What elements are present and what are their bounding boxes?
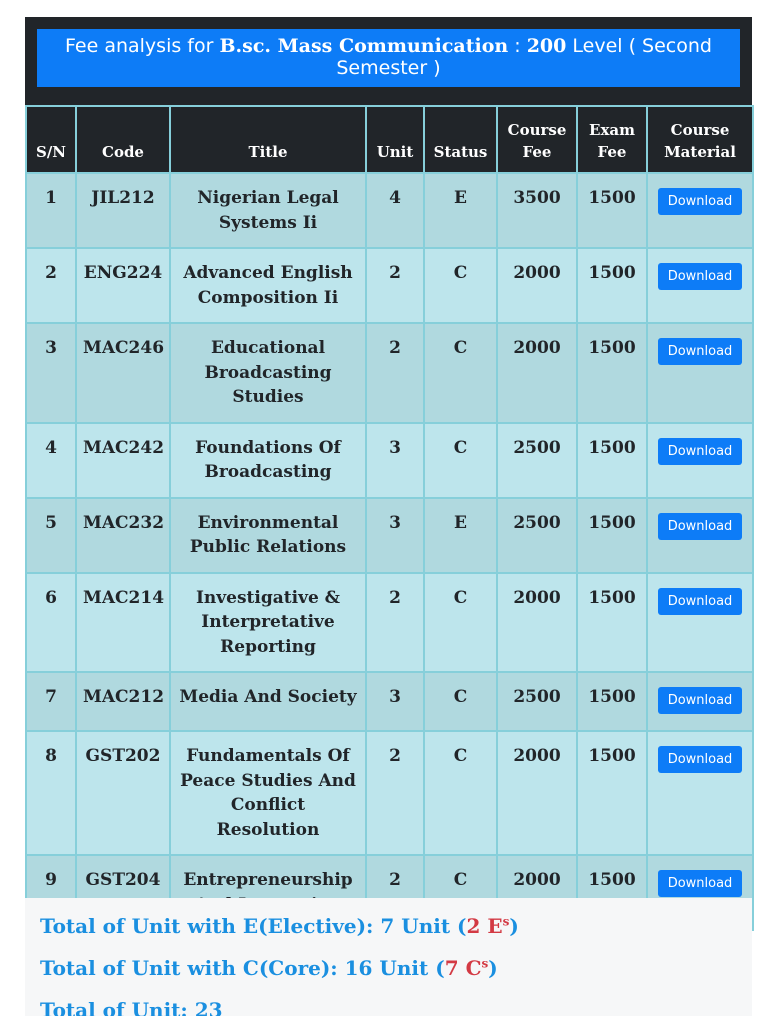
download-button[interactable]: Download: [658, 687, 743, 714]
table-row: [26, 672, 753, 731]
elective-count: [467, 914, 510, 938]
download-button[interactable]: Download: [658, 746, 743, 773]
cell-course-fee: 2000: [497, 855, 577, 930]
cell-code: MAC242: [76, 423, 170, 498]
core-total-text: Total of Unit with C(Core): 16 Unit (: [40, 956, 445, 980]
download-button[interactable]: Download: [658, 870, 743, 897]
cell-code: GST204: [76, 855, 170, 930]
col-header-course-material: Course Material: [647, 106, 753, 173]
elective-count-value: 2 E: [466, 914, 503, 938]
cell-unit: 3: [366, 498, 424, 573]
col-header-status: Status: [424, 106, 497, 173]
elective-close: ): [509, 914, 519, 938]
cell-course-fee: 2000: [497, 573, 577, 673]
download-button[interactable]: Download: [658, 188, 743, 215]
cell-unit: 2: [366, 323, 424, 423]
core-count-sup: s: [481, 956, 489, 971]
cell-material: [647, 173, 753, 248]
cell-unit: 2: [366, 573, 424, 673]
cell-sn: 6: [26, 573, 76, 673]
cell-course-fee: 3500: [497, 173, 577, 248]
cell-sn: 7: [26, 672, 76, 731]
level-number: 200: [526, 35, 567, 57]
cell-code: JIL212: [76, 173, 170, 248]
cell-course-fee: 2500: [497, 423, 577, 498]
cell-status: C: [424, 573, 497, 673]
cell-title: Environmental Public Relations: [170, 498, 366, 573]
cell-exam-fee: 1500: [577, 323, 647, 423]
col-header-exam-fee: Exam Fee: [577, 106, 647, 173]
header-gap: [25, 87, 752, 105]
cell-sn: 5: [26, 498, 76, 573]
table-row: [26, 498, 753, 573]
cell-exam-fee: 1500: [577, 672, 647, 731]
unit-summary: [25, 898, 752, 1016]
cell-code: ENG224: [76, 248, 170, 323]
table-header-row: [26, 106, 753, 173]
table-row: [26, 423, 753, 498]
cell-course-fee: 2000: [497, 731, 577, 855]
elective-count-sup: s: [502, 914, 510, 929]
cell-course-fee: 2500: [497, 672, 577, 731]
course-rows: [26, 173, 753, 930]
elective-total-text: Total of Unit with E(Elective): 7 Unit (: [40, 914, 467, 938]
page-title: [37, 29, 740, 87]
cell-sn: 9: [26, 855, 76, 930]
cell-unit: 2: [366, 731, 424, 855]
download-button[interactable]: Download: [658, 513, 743, 540]
col-header-unit: Unit: [366, 106, 424, 173]
table-row: [26, 173, 753, 248]
cell-status: E: [424, 498, 497, 573]
cell-sn: 8: [26, 731, 76, 855]
program-name: B.sc. Mass Communication: [219, 35, 509, 57]
cell-exam-fee: 1500: [577, 423, 647, 498]
elective-total: [40, 914, 519, 938]
cell-title: Educational Broadcasting Studies: [170, 323, 366, 423]
cell-material: [647, 672, 753, 731]
cell-material: [647, 323, 753, 423]
cell-course-fee: 2000: [497, 323, 577, 423]
cell-sn: 1: [26, 173, 76, 248]
col-header-code: Code: [76, 106, 170, 173]
cell-unit: 2: [366, 248, 424, 323]
cell-sn: 2: [26, 248, 76, 323]
core-count-value: 7 C: [444, 956, 482, 980]
cell-title: Entrepreneurship: [170, 855, 366, 930]
download-button[interactable]: Download: [658, 438, 743, 465]
cell-material: [647, 573, 753, 673]
cell-exam-fee: 1500: [577, 731, 647, 855]
fee-analysis-panel: [25, 17, 752, 931]
cell-material: [647, 498, 753, 573]
cell-title: Media And Society: [170, 672, 366, 731]
cell-material: [647, 248, 753, 323]
cell-sn: 3: [26, 323, 76, 423]
table-row: [26, 248, 753, 323]
cell-title: Fundamentals Of Peace Studies And Conflict Resolution: [170, 731, 366, 855]
cell-exam-fee: 1500: [577, 855, 647, 930]
col-header-title: Title: [170, 106, 366, 173]
core-total: [40, 956, 498, 980]
course-table: [25, 105, 754, 931]
download-button[interactable]: Download: [658, 588, 743, 615]
cell-exam-fee: 1500: [577, 498, 647, 573]
cell-material: [647, 731, 753, 855]
download-button[interactable]: Download: [658, 338, 743, 365]
cell-title: Nigerian Legal Systems Ii: [170, 173, 366, 248]
cell-status: C: [424, 248, 497, 323]
core-count: [445, 956, 489, 980]
cell-code: MAC246: [76, 323, 170, 423]
cell-status: E: [424, 173, 497, 248]
cell-code: MAC232: [76, 498, 170, 573]
cell-code: MAC212: [76, 672, 170, 731]
cell-material: [647, 423, 753, 498]
table-row: [26, 323, 753, 423]
cell-course-fee: 2500: [497, 498, 577, 573]
title-suffix: Level ( Second Semester ): [336, 35, 712, 79]
viewport-edge: [0, 1016, 768, 1024]
col-header-sn: S/N: [26, 106, 76, 173]
cell-title: Advanced English Composition Ii: [170, 248, 366, 323]
cell-status: C: [424, 731, 497, 855]
cell-title: Investigative & Interpretative Reporting: [170, 573, 366, 673]
cell-status: C: [424, 323, 497, 423]
table-row: [26, 731, 753, 855]
cell-status: C: [424, 423, 497, 498]
cell-unit: 3: [366, 672, 424, 731]
cell-title: Foundations Of Broadcasting: [170, 423, 366, 498]
cell-code: MAC214: [76, 573, 170, 673]
col-header-course-fee: Course Fee: [497, 106, 577, 173]
cell-exam-fee: 1500: [577, 173, 647, 248]
cell-sn: 4: [26, 423, 76, 498]
title-prefix: Fee analysis for: [65, 35, 220, 57]
cell-exam-fee: 1500: [577, 248, 647, 323]
cell-status: C: [424, 855, 497, 930]
cell-unit: 2: [366, 855, 424, 930]
cell-exam-fee: 1500: [577, 573, 647, 673]
grand-total: Total of Unit: 23: [40, 998, 223, 1016]
cell-status: C: [424, 672, 497, 731]
cell-unit: 4: [366, 173, 424, 248]
core-close: ): [488, 956, 498, 980]
cell-course-fee: 2000: [497, 248, 577, 323]
title-sep: :: [508, 35, 527, 57]
cell-unit: 3: [366, 423, 424, 498]
cell-code: GST202: [76, 731, 170, 855]
table-row: [26, 573, 753, 673]
download-button[interactable]: Download: [658, 263, 743, 290]
